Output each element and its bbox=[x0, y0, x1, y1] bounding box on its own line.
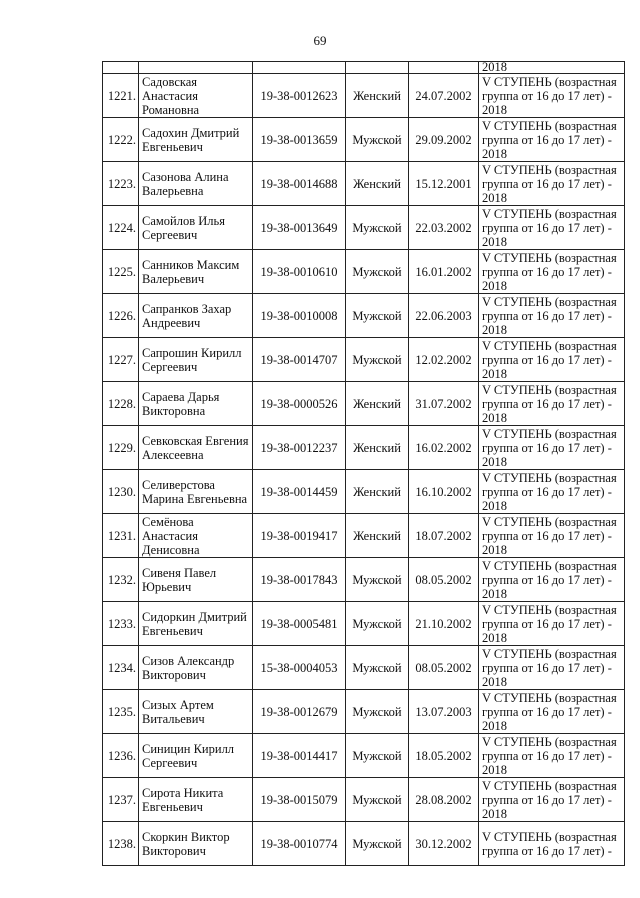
step-line: 2018 bbox=[482, 630, 507, 645]
step-line: V СТУПЕНЬ (возрастная bbox=[482, 470, 617, 485]
step-line: группа от 16 до 17 лет) - bbox=[482, 528, 612, 543]
step-line: 2018 bbox=[482, 146, 507, 161]
cell-name: Сизов Александр Викторович bbox=[139, 646, 253, 690]
cell-step bbox=[479, 470, 625, 514]
cell-id: 19-38-0013649 bbox=[253, 206, 346, 250]
cell-id: 19-38-0014688 bbox=[253, 162, 346, 206]
table-row bbox=[103, 294, 625, 338]
cell-num: 1224. bbox=[103, 206, 139, 250]
cell-sex: Женский bbox=[346, 426, 409, 470]
cell-sex: Мужской bbox=[346, 778, 409, 822]
step-line: V СТУПЕНЬ (возрастная bbox=[482, 602, 617, 617]
cell-sex: Мужской bbox=[346, 250, 409, 294]
step-line: группа от 16 до 17 лет) - bbox=[482, 792, 612, 807]
table-row bbox=[103, 74, 625, 118]
cell-sex: Мужской bbox=[346, 558, 409, 602]
cell-id: 19-38-0012623 bbox=[253, 74, 346, 118]
cell-name: Селиверстова Марина Евгеньевна bbox=[139, 470, 253, 514]
table-row bbox=[103, 470, 625, 514]
cell-id: 15-38-0004053 bbox=[253, 646, 346, 690]
cell-step bbox=[479, 250, 625, 294]
cell-name: Садохин Дмитрий Евгеньевич bbox=[139, 118, 253, 162]
cell-sex: Мужской bbox=[346, 602, 409, 646]
cell-sex: Мужской bbox=[346, 118, 409, 162]
cell-date: 18.07.2002 bbox=[409, 514, 479, 558]
cell-date: 16.01.2002 bbox=[409, 250, 479, 294]
cell-id: 19-38-0010610 bbox=[253, 250, 346, 294]
cell-step bbox=[479, 294, 625, 338]
table-row-continuation bbox=[103, 62, 625, 74]
page-number: 69 bbox=[313, 33, 327, 48]
step-line: группа от 16 до 17 лет) - bbox=[482, 843, 612, 858]
table-row bbox=[103, 338, 625, 382]
step-line: V СТУПЕНЬ (возрастная bbox=[482, 778, 617, 793]
cell-date: 22.03.2002 bbox=[409, 206, 479, 250]
cell-num: 1231. bbox=[103, 514, 139, 558]
cell-date: 31.07.2002 bbox=[409, 382, 479, 426]
step-line: 2018 bbox=[482, 762, 507, 777]
cell-name: Севковская Евгения Алексеевна bbox=[139, 426, 253, 470]
cell-date: 28.08.2002 bbox=[409, 778, 479, 822]
cell-date: 08.05.2002 bbox=[409, 646, 479, 690]
cell-name: Сидоркин Дмитрий Евгеньевич bbox=[139, 602, 253, 646]
step-line: группа от 16 до 17 лет) - bbox=[482, 264, 612, 279]
cell-date: 08.05.2002 bbox=[409, 558, 479, 602]
cell-id: 19-38-0017843 bbox=[253, 558, 346, 602]
table-row bbox=[103, 514, 625, 558]
step-line: 2018 bbox=[482, 674, 507, 689]
step-line: 2018 bbox=[482, 454, 507, 469]
cell-name: Скоркин Виктор Викторович bbox=[139, 822, 253, 866]
step-line: группа от 16 до 17 лет) - bbox=[482, 748, 612, 763]
step-line: V СТУПЕНЬ (возрастная bbox=[482, 426, 617, 441]
cell-step bbox=[479, 118, 625, 162]
step-line: V СТУПЕНЬ (возрастная bbox=[482, 118, 617, 133]
cell-num: 1229. bbox=[103, 426, 139, 470]
cell-step bbox=[479, 602, 625, 646]
step-line: группа от 16 до 17 лет) - bbox=[482, 220, 612, 235]
step-line: группа от 16 до 17 лет) - bbox=[482, 572, 612, 587]
cell-id bbox=[253, 62, 346, 74]
participants-table bbox=[102, 61, 625, 866]
cell-id: 19-38-0000526 bbox=[253, 382, 346, 426]
cell-name bbox=[139, 62, 253, 74]
cell-step bbox=[479, 646, 625, 690]
cell-sex: Мужской bbox=[346, 646, 409, 690]
cell-step bbox=[479, 382, 625, 426]
step-line: группа от 16 до 17 лет) - bbox=[482, 660, 612, 675]
cell-step bbox=[479, 338, 625, 382]
cell-date: 18.05.2002 bbox=[409, 734, 479, 778]
cell-step bbox=[479, 558, 625, 602]
step-line: 2018 bbox=[482, 102, 507, 117]
step-line: V СТУПЕНЬ (возрастная bbox=[482, 206, 617, 221]
cell-num: 1227. bbox=[103, 338, 139, 382]
cell-sex: Мужской bbox=[346, 734, 409, 778]
cell-step: 2018 bbox=[479, 62, 625, 74]
cell-step bbox=[479, 426, 625, 470]
cell-date: 16.02.2002 bbox=[409, 426, 479, 470]
table-row bbox=[103, 426, 625, 470]
cell-date: 24.07.2002 bbox=[409, 74, 479, 118]
cell-num: 1236. bbox=[103, 734, 139, 778]
cell-sex: Женский bbox=[346, 74, 409, 118]
step-line: V СТУПЕНЬ (возрастная bbox=[482, 338, 617, 353]
cell-num: 1221. bbox=[103, 74, 139, 118]
cell-id: 19-38-0005481 bbox=[253, 602, 346, 646]
cell-name: Сивеня Павел Юрьевич bbox=[139, 558, 253, 602]
cell-num: 1232. bbox=[103, 558, 139, 602]
cell-name: Сараева Дарья Викторовна bbox=[139, 382, 253, 426]
cell-step bbox=[479, 514, 625, 558]
step-line: V СТУПЕНЬ (возрастная bbox=[482, 294, 617, 309]
cell-id: 19-38-0010008 bbox=[253, 294, 346, 338]
cell-name: Санников Максим Валерьевич bbox=[139, 250, 253, 294]
step-line: V СТУПЕНЬ (возрастная bbox=[482, 250, 617, 265]
cell-sex: Женский bbox=[346, 514, 409, 558]
table-row bbox=[103, 690, 625, 734]
cell-name: Синицин Кирилл Сергеевич bbox=[139, 734, 253, 778]
table-body bbox=[103, 62, 625, 866]
cell-id: 19-38-0015079 bbox=[253, 778, 346, 822]
cell-id: 19-38-0012679 bbox=[253, 690, 346, 734]
cell-num bbox=[103, 62, 139, 74]
cell-name: Сазонова Алина Валерьевна bbox=[139, 162, 253, 206]
cell-name: Сизых Артем Витальевич bbox=[139, 690, 253, 734]
step-line: V СТУПЕНЬ (возрастная bbox=[482, 646, 617, 661]
table-row bbox=[103, 602, 625, 646]
step-line: V СТУПЕНЬ (возрастная bbox=[482, 514, 617, 529]
cell-num: 1226. bbox=[103, 294, 139, 338]
step-line: группа от 16 до 17 лет) - bbox=[482, 616, 612, 631]
cell-num: 1228. bbox=[103, 382, 139, 426]
step-line: V СТУПЕНЬ (возрастная bbox=[482, 162, 617, 177]
cell-sex: Мужской bbox=[346, 338, 409, 382]
cell-num: 1223. bbox=[103, 162, 139, 206]
cell-id: 19-38-0013659 bbox=[253, 118, 346, 162]
step-line: группа от 16 до 17 лет) - bbox=[482, 88, 612, 103]
cell-num: 1238. bbox=[103, 822, 139, 866]
cell-step bbox=[479, 162, 625, 206]
table-row bbox=[103, 382, 625, 426]
table-row bbox=[103, 118, 625, 162]
step-line: 2018 bbox=[482, 234, 507, 249]
step-line: V СТУПЕНЬ (возрастная bbox=[482, 382, 617, 397]
cell-name: Сирота Никита Евгеньевич bbox=[139, 778, 253, 822]
step-line: 2018 bbox=[482, 278, 507, 293]
cell-date: 15.12.2001 bbox=[409, 162, 479, 206]
cell-num: 1237. bbox=[103, 778, 139, 822]
cell-id: 19-38-0014417 bbox=[253, 734, 346, 778]
step-line: группа от 16 до 17 лет) - bbox=[482, 704, 612, 719]
cell-sex: Женский bbox=[346, 382, 409, 426]
step-line: V СТУПЕНЬ (возрастная bbox=[482, 74, 617, 89]
cell-date: 12.02.2002 bbox=[409, 338, 479, 382]
cell-name: Самойлов Илья Сергеевич bbox=[139, 206, 253, 250]
cell-step bbox=[479, 734, 625, 778]
cell-id: 19-38-0014459 bbox=[253, 470, 346, 514]
cell-id: 19-38-0014707 bbox=[253, 338, 346, 382]
cell-date: 13.07.2003 bbox=[409, 690, 479, 734]
cell-sex bbox=[346, 62, 409, 74]
step-line: 2018 bbox=[482, 586, 507, 601]
table-row bbox=[103, 206, 625, 250]
cell-num: 1234. bbox=[103, 646, 139, 690]
step-line: 2018 bbox=[482, 806, 507, 821]
cell-num: 1235. bbox=[103, 690, 139, 734]
step-line: 2018 bbox=[482, 366, 507, 381]
cell-num: 1233. bbox=[103, 602, 139, 646]
cell-date: 22.06.2003 bbox=[409, 294, 479, 338]
cell-name: Семёнова Анастасия Денисовна bbox=[139, 514, 253, 558]
step-line: 2018 bbox=[482, 542, 507, 557]
cell-num: 1225. bbox=[103, 250, 139, 294]
table-row bbox=[103, 162, 625, 206]
step-line: группа от 16 до 17 лет) - bbox=[482, 396, 612, 411]
table-row bbox=[103, 250, 625, 294]
cell-date: 30.12.2002 bbox=[409, 822, 479, 866]
cell-step bbox=[479, 74, 625, 118]
cell-id: 19-38-0010774 bbox=[253, 822, 346, 866]
table-row bbox=[103, 734, 625, 778]
step-line: группа от 16 до 17 лет) - bbox=[482, 352, 612, 367]
cell-id: 19-38-0019417 bbox=[253, 514, 346, 558]
cell-num: 1230. bbox=[103, 470, 139, 514]
step-line: V СТУПЕНЬ (возрастная bbox=[482, 558, 617, 573]
table-row bbox=[103, 822, 625, 866]
table-row bbox=[103, 778, 625, 822]
cell-num: 1222. bbox=[103, 118, 139, 162]
cell-step bbox=[479, 206, 625, 250]
step-line: 2018 bbox=[482, 190, 507, 205]
step-line: группа от 16 до 17 лет) - bbox=[482, 308, 612, 323]
cell-sex: Женский bbox=[346, 162, 409, 206]
cell-sex: Мужской bbox=[346, 206, 409, 250]
cell-sex: Мужской bbox=[346, 690, 409, 734]
step-line: V СТУПЕНЬ (возрастная bbox=[482, 690, 617, 705]
step-line: 2018 bbox=[482, 410, 507, 425]
step-line: группа от 16 до 17 лет) - bbox=[482, 484, 612, 499]
cell-name: Сапрошин Кирилл Сергеевич bbox=[139, 338, 253, 382]
cell-name: Садовская Анастасия Романовна bbox=[139, 74, 253, 118]
cell-date: 16.10.2002 bbox=[409, 470, 479, 514]
step-line: 2018 bbox=[482, 322, 507, 337]
table-row bbox=[103, 558, 625, 602]
cell-name: Сапранков Захар Андреевич bbox=[139, 294, 253, 338]
cell-date bbox=[409, 62, 479, 74]
cell-id: 19-38-0012237 bbox=[253, 426, 346, 470]
cell-step bbox=[479, 822, 625, 866]
cell-sex: Мужской bbox=[346, 294, 409, 338]
cell-step bbox=[479, 690, 625, 734]
step-line: группа от 16 до 17 лет) - bbox=[482, 132, 612, 147]
table-row bbox=[103, 646, 625, 690]
step-line: 2018 bbox=[482, 718, 507, 733]
step-line: 2018 bbox=[482, 498, 507, 513]
cell-sex: Женский bbox=[346, 470, 409, 514]
cell-sex: Мужской bbox=[346, 822, 409, 866]
cell-step bbox=[479, 778, 625, 822]
cell-date: 29.09.2002 bbox=[409, 118, 479, 162]
step-line: V СТУПЕНЬ (возрастная bbox=[482, 734, 617, 749]
step-line: группа от 16 до 17 лет) - bbox=[482, 440, 612, 455]
cell-date: 21.10.2002 bbox=[409, 602, 479, 646]
step-line: группа от 16 до 17 лет) - bbox=[482, 176, 612, 191]
step-line: V СТУПЕНЬ (возрастная bbox=[482, 829, 617, 844]
